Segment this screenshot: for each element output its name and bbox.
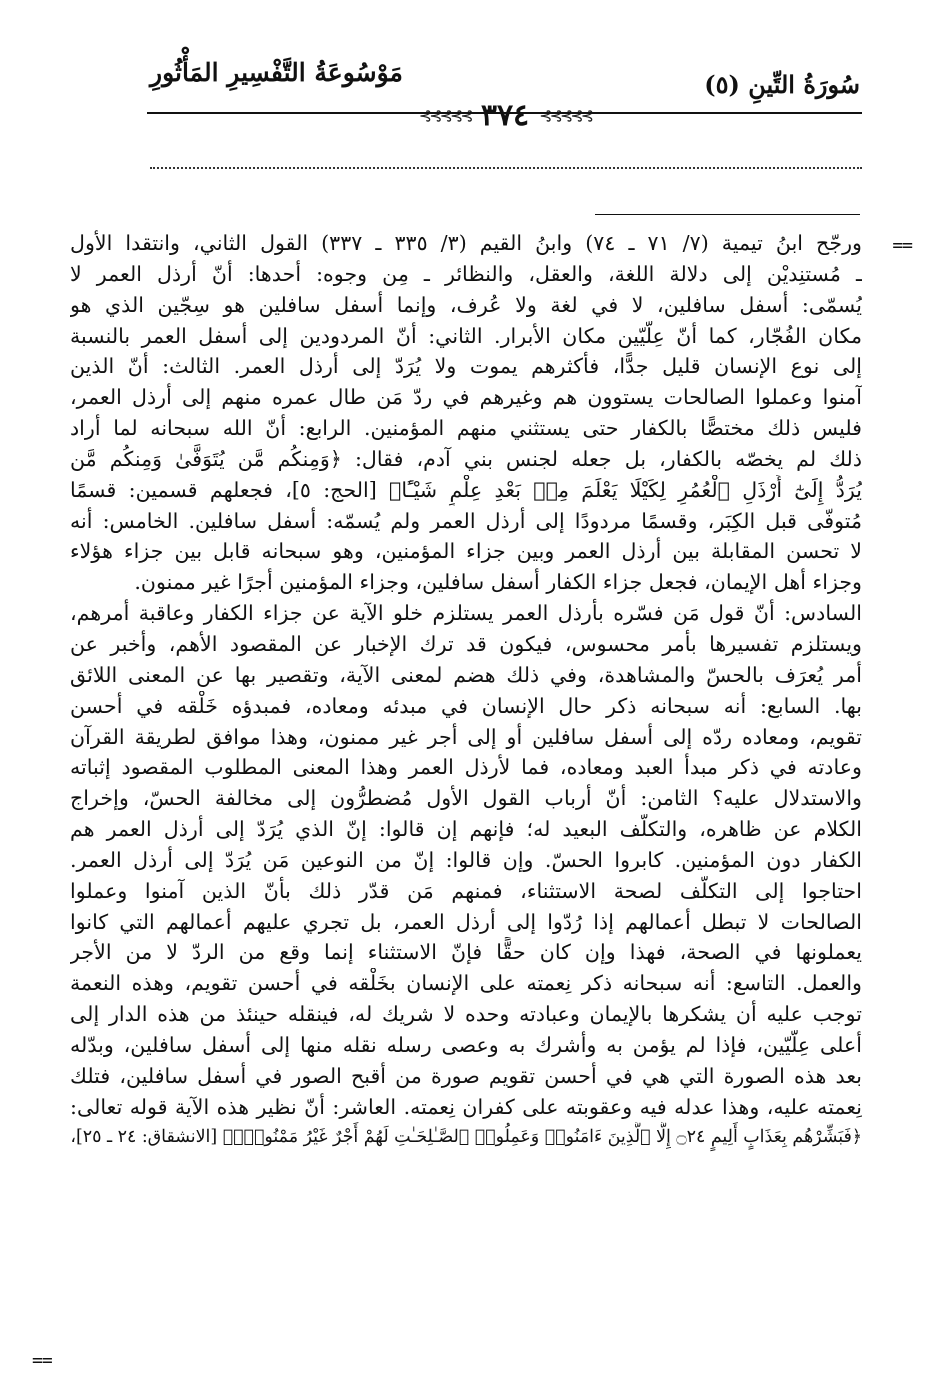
text-line: السادس: أنّ قول مَن فسّره بأرذل العمر يستلزم خلو الآية عن جزاء الكفار وعاقبة أمرهم، — [70, 601, 862, 626]
text-line: أمر يُعرَف بالحسّ والمشاهدة، وفي ذلك هضم لمعنى الآية، وتقصير بها عن المعنى اللائق — [70, 662, 862, 687]
text-line: مكان الفُجّار، كما أنّ عِلّيّين مكان الأبرار. الثاني: أنّ المردودين إلى أسفل العمر بالنسبة — [70, 323, 862, 348]
page-number-group — [419, 98, 591, 133]
ornament-right: ⊰⊰⊰⊰⊰ — [539, 106, 592, 125]
text-line: آمنوا وعملوا الصالحات يستوون هم وغيرهم في ردّ مَن طال عمره منهم إلى أرذل العمر، — [70, 385, 862, 410]
text-line: ذلك لم يخصّه بالكفار، بل جعله لجنس بني آدم، فقال: ﴿وَمِنكُم مَّن يُتَوَفَّىٰ وَمِنكُم مَّن — [70, 446, 862, 471]
text-line: يُسمّى: أسفل سافلين، لا في لغة ولا عُرف، وإنما أسفل سافلين هو سِجّين الذي هو — [70, 292, 862, 317]
text-line: الكلام عن ظاهره، والتكلّف البعيد له؛ فإنهم إن قالوا: إنّ الذي يُرَدّ إلى أرذل العمر هم — [70, 817, 862, 842]
text-line: إلى نوع الإنسان قليل جدًّا، فأكثرهم يموت ولا يُرَدّ إلى أرذل العمر. الثالث: أنّ الذين — [70, 354, 862, 379]
text-line: الصالحات لا تبطل أعمالهم إذا رُدّوا إلى أرذل العمر، بل تجري عليهم أعمالهم التي كانوا — [70, 909, 862, 934]
text-line: والاستدلال عليه؟ الثامن: أنّ أرباب القول الأول مُضطرُّون إلى مخالفة الحسّ، وإخراج — [70, 786, 862, 811]
footnote-text — [70, 228, 862, 1153]
text-line: مُتوفّى قبل الكِبَر، وقسمًا مردودًا إلى أرذل العمر ولم يُسمّه: أسفل سافلين. الخامس: أنه — [70, 508, 862, 533]
text-line: تقويم، ومعاده ردّه إلى أسفل سافلين أو إلى أجر غير ممنون، وهذا موافق لطريقة القرآن — [70, 724, 862, 749]
text-line: وعادته في ذكر مبدأ العبد ومعاده، فما لأرذل العمر وهذا المعنى المطلوب المقصود إثباته — [70, 755, 862, 780]
dotted-separator — [150, 167, 862, 169]
text-line: ﴿فَبَشِّرْهُم بِعَذَابٍ أَلِيمٍ ۝٢٤ إِلَّا ٱلَّذِينَ ءَامَنُوا۟ وَعَمِلُوا۟ ٱلصَّـٰلِحَـٰتِ لَهُمْ أَجْرٌ غَيْرُ مَمْنُونٍۭ﴾ [الانشقاق: ٢٤ ـ ٢٥]، — [70, 1127, 862, 1148]
book-title: مَوْسُوعَةُ التَّفْسِيرِ المَأْثُورِ — [150, 58, 403, 87]
page-number: ٣٧٤ — [480, 98, 530, 133]
text-line: وجزاء أهل الإيمان، فجعل جزاء الكفار أسفل سافلين، وجزاء المؤمنين أجرًا غير ممنون. — [134, 570, 862, 595]
text-line: بها. السابع: أنه سبحانه ذكر حال الإنسان في مبدئه ومعاده، فمبدؤه خَلْقه في أحسن — [70, 693, 862, 718]
text-line: فليس ذلك مختصًّا بالكفار حتى يستثني منهم المؤمنين. الرابع: أنّ الله سبحانه لما أراد — [70, 416, 862, 441]
continuation-marker-start: == — [892, 235, 912, 256]
header-rule — [147, 112, 862, 114]
text-line: والعمل. التاسع: أنه سبحانه ذكر نِعمته على الإنسان بخَلْقه في أحسن تقويم، وهذه النعمة — [70, 971, 862, 996]
text-line: احتاجوا إلى التكلّف لصحة الاستثناء، فمنهم مَن قدّر ذلك بأنّ الذين آمنوا وعملوا — [70, 878, 862, 903]
text-line: أعلى عِلّيّين، فإذا لم يؤمن به وأشرك به وعصى رسله نقله منها إلى أسفل سافلين، وبدّله — [70, 1032, 862, 1057]
surah-title: سُورَةُ التِّينِ (٥) — [704, 70, 860, 99]
text-line: نِعمته عليه، وهذا عدله فيه وعقوبته على كفران نِعمته. العاشر: أنّ نظير هذه الآية قوله تعالى: — [70, 1094, 862, 1119]
page-header — [150, 58, 860, 133]
text-line: ـ مُستنِديْن إلى دلالة اللغة، والعقل، والنظائر ـ مِن وجوه: أحدها: أنّ أرذل العمر لا — [70, 261, 862, 286]
footnote-rule — [595, 214, 860, 215]
ornament-left: ⊰⊰⊰⊰⊰ — [418, 106, 471, 125]
text-line: توجب عليه أن يشكرها بالإيمان وعبادته وحده لا شريك له، فينقله حينئذ من هذه الدار إلى — [70, 1002, 862, 1027]
text-line: يعملونها في الصحة، فهذا وإن كان حقًّا فإنّ الاستثناء إنما وقع من الردّ لا من الأجر — [70, 940, 862, 965]
text-line: بعد هذه الصورة التي هي في أحسن تقويم صورة من أقبح الصور في أسفل سافلين، فتلك — [70, 1063, 862, 1088]
text-line: يُرَدُّ إِلَىٰٓ أَرْذَلِ ٱلْعُمُرِ لِكَيْلَا يَعْلَمَ مِنۢ بَعْدِ عِلْمٍ شَيْـًٔا﴾ [الحج: ٥]، فجعلهم قسمين: قسمًا — [70, 477, 862, 502]
text-line: لا تحسن المقابلة بين أرذل العمر وبين جزاء المؤمنين، وهو سبحانه قابل بين جزاء هؤلاء — [70, 539, 862, 564]
text-line: ويستلزم تفسيرها بأمر محسوس، فيكون قد ترك الإخبار عن المقصود الأهم، وأخبر عن — [70, 631, 862, 656]
text-line: ورجّح ابنُ تيمية (٧/ ٧١ ـ ٧٤) وابنُ القيم (٣/ ٣٣٥ ـ ٣٣٧) القول الثاني، وانتقدا الأول — [70, 231, 862, 255]
continuation-marker-end: == — [32, 1350, 52, 1371]
text-line: الكفار دون المؤمنين. كابروا الحسّ. وإن قالوا: إنّ من النوعين مَن يُرَدّ إلى أرذل العمر. — [70, 847, 862, 872]
